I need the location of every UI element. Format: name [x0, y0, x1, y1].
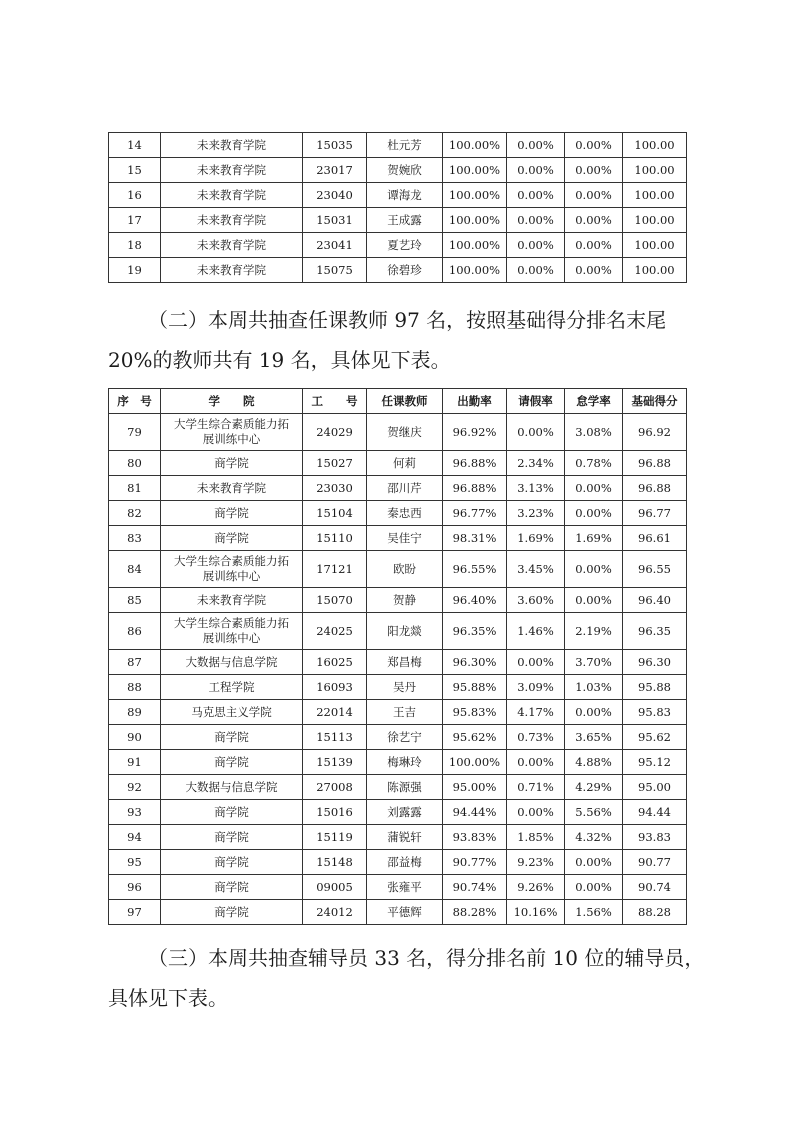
table-row [109, 501, 687, 526]
cell-staff-id: 15075 [303, 258, 367, 283]
table-row [109, 133, 687, 158]
cell-leave-rate: 0.00% [507, 650, 565, 675]
cell-base-score: 95.00 [623, 775, 687, 800]
table-row [109, 613, 687, 650]
cell-college: 未来教育学院 [161, 183, 303, 208]
cell-base-score: 96.30 [623, 650, 687, 675]
cell-teacher: 陈源强 [367, 775, 443, 800]
cell-truancy-rate: 0.00% [565, 208, 623, 233]
cell-attendance-rate: 96.88% [443, 476, 507, 501]
cell-attendance-rate: 100.00% [443, 258, 507, 283]
cell-attendance-rate: 100.00% [443, 183, 507, 208]
cell-attendance-rate: 100.00% [443, 750, 507, 775]
cell-teacher: 徐碧珍 [367, 258, 443, 283]
section-3-paragraph-line1: （三）本周共抽查辅导员 33 名，得分排名前 10 位的辅导员， [148, 946, 705, 970]
cell-teacher: 刘露露 [367, 800, 443, 825]
cell-truancy-rate: 2.19% [565, 613, 623, 650]
cell-staff-id: 15113 [303, 725, 367, 750]
cell-truancy-rate: 0.00% [565, 850, 623, 875]
cell-attendance-rate: 96.30% [443, 650, 507, 675]
cell-leave-rate: 9.23% [507, 850, 565, 875]
cell-college: 大学生综合素质能力拓展训练中心 [161, 551, 303, 588]
cell-base-score: 96.88 [623, 451, 687, 476]
cell-teacher: 杜元芳 [367, 133, 443, 158]
cell-truancy-rate: 0.00% [565, 233, 623, 258]
cell-base-score: 96.92 [623, 414, 687, 451]
cell-college: 商学院 [161, 850, 303, 875]
cell-staff-id: 15031 [303, 208, 367, 233]
cell-attendance-rate: 88.28% [443, 900, 507, 925]
cell-index: 16 [109, 183, 161, 208]
table-body [109, 414, 687, 925]
cell-staff-id: 15027 [303, 451, 367, 476]
cell-base-score: 96.77 [623, 501, 687, 526]
cell-staff-id: 23040 [303, 183, 367, 208]
cell-teacher: 王吉 [367, 700, 443, 725]
table-body [109, 133, 687, 283]
cell-truancy-rate: 0.00% [565, 258, 623, 283]
table-row [109, 775, 687, 800]
cell-leave-rate: 3.45% [507, 551, 565, 588]
cell-college: 大数据与信息学院 [161, 650, 303, 675]
cell-college: 商学院 [161, 875, 303, 900]
cell-attendance-rate: 96.88% [443, 451, 507, 476]
table-row [109, 800, 687, 825]
cell-teacher: 夏艺玲 [367, 233, 443, 258]
cell-base-score: 96.40 [623, 588, 687, 613]
table-header-row [109, 389, 687, 414]
cell-base-score: 100.00 [623, 183, 687, 208]
cell-index: 17 [109, 208, 161, 233]
header-teacher: 任课教师 [367, 389, 443, 414]
cell-index: 15 [109, 158, 161, 183]
cell-staff-id: 15016 [303, 800, 367, 825]
table-row [109, 825, 687, 850]
cell-leave-rate: 0.00% [507, 258, 565, 283]
table-row [109, 675, 687, 700]
cell-college: 未来教育学院 [161, 158, 303, 183]
cell-truancy-rate: 0.00% [565, 133, 623, 158]
header-staff-id: 工 号 [303, 389, 367, 414]
cell-leave-rate: 0.73% [507, 725, 565, 750]
cell-staff-id: 09005 [303, 875, 367, 900]
cell-attendance-rate: 100.00% [443, 208, 507, 233]
cell-teacher: 欧盼 [367, 551, 443, 588]
cell-teacher: 梅琳玲 [367, 750, 443, 775]
cell-truancy-rate: 4.29% [565, 775, 623, 800]
table-row [109, 451, 687, 476]
cell-teacher: 谭海龙 [367, 183, 443, 208]
cell-base-score: 90.74 [623, 875, 687, 900]
cell-teacher: 徐艺宁 [367, 725, 443, 750]
cell-staff-id: 16025 [303, 650, 367, 675]
table-row [109, 875, 687, 900]
cell-base-score: 93.83 [623, 825, 687, 850]
cell-college: 大数据与信息学院 [161, 775, 303, 800]
cell-leave-rate: 0.71% [507, 775, 565, 800]
cell-teacher: 王成露 [367, 208, 443, 233]
cell-staff-id: 24029 [303, 414, 367, 451]
cell-base-score: 100.00 [623, 133, 687, 158]
cell-staff-id: 15148 [303, 850, 367, 875]
table-row [109, 551, 687, 588]
section-2-paragraph-line1: （二）本周共抽查任课教师 97 名，按照基础得分排名末尾 [148, 308, 667, 332]
cell-college: 工程学院 [161, 675, 303, 700]
cell-college: 商学院 [161, 825, 303, 850]
table-row [109, 750, 687, 775]
cell-index: 19 [109, 258, 161, 283]
table-row [109, 700, 687, 725]
cell-truancy-rate: 4.32% [565, 825, 623, 850]
cell-college: 商学院 [161, 451, 303, 476]
cell-truancy-rate: 1.69% [565, 526, 623, 551]
cell-staff-id: 24012 [303, 900, 367, 925]
cell-base-score: 96.88 [623, 476, 687, 501]
cell-index: 80 [109, 451, 161, 476]
cell-index: 91 [109, 750, 161, 775]
cell-leave-rate: 0.00% [507, 414, 565, 451]
cell-truancy-rate: 0.00% [565, 875, 623, 900]
table-row [109, 476, 687, 501]
cell-attendance-rate: 90.74% [443, 875, 507, 900]
cell-index: 86 [109, 613, 161, 650]
cell-leave-rate: 0.00% [507, 208, 565, 233]
cell-college: 商学院 [161, 501, 303, 526]
cell-staff-id: 24025 [303, 613, 367, 650]
cell-attendance-rate: 90.77% [443, 850, 507, 875]
cell-staff-id: 27008 [303, 775, 367, 800]
cell-base-score: 95.88 [623, 675, 687, 700]
cell-base-score: 96.61 [623, 526, 687, 551]
cell-index: 90 [109, 725, 161, 750]
cell-truancy-rate: 0.00% [565, 501, 623, 526]
table-row [109, 208, 687, 233]
cell-attendance-rate: 96.77% [443, 501, 507, 526]
cell-attendance-rate: 95.88% [443, 675, 507, 700]
cell-truancy-rate: 0.00% [565, 588, 623, 613]
header-college: 学 院 [161, 389, 303, 414]
cell-leave-rate: 9.26% [507, 875, 565, 900]
cell-staff-id: 22014 [303, 700, 367, 725]
cell-index: 87 [109, 650, 161, 675]
cell-truancy-rate: 5.56% [565, 800, 623, 825]
cell-index: 94 [109, 825, 161, 850]
cell-college: 未来教育学院 [161, 476, 303, 501]
section-2-paragraph-line2: 20%的教师共有 19 名，具体见下表。 [108, 348, 451, 372]
cell-index: 96 [109, 875, 161, 900]
cell-attendance-rate: 95.83% [443, 700, 507, 725]
cell-college: 商学院 [161, 800, 303, 825]
cell-base-score: 94.44 [623, 800, 687, 825]
cell-index: 14 [109, 133, 161, 158]
cell-index: 79 [109, 414, 161, 451]
table-row [109, 900, 687, 925]
cell-base-score: 100.00 [623, 233, 687, 258]
cell-college: 未来教育学院 [161, 588, 303, 613]
cell-leave-rate: 0.00% [507, 750, 565, 775]
cell-attendance-rate: 100.00% [443, 133, 507, 158]
cell-teacher: 吴丹 [367, 675, 443, 700]
cell-staff-id: 15139 [303, 750, 367, 775]
cell-college: 大学生综合素质能力拓展训练中心 [161, 613, 303, 650]
table-row [109, 258, 687, 283]
cell-teacher: 张雍平 [367, 875, 443, 900]
cell-attendance-rate: 100.00% [443, 233, 507, 258]
table-row [109, 588, 687, 613]
cell-college: 未来教育学院 [161, 208, 303, 233]
cell-attendance-rate: 95.62% [443, 725, 507, 750]
cell-staff-id: 15104 [303, 501, 367, 526]
cell-college: 商学院 [161, 725, 303, 750]
teacher-table-continued [108, 132, 687, 283]
cell-leave-rate: 3.60% [507, 588, 565, 613]
cell-attendance-rate: 96.35% [443, 613, 507, 650]
cell-base-score: 95.83 [623, 700, 687, 725]
cell-leave-rate: 2.34% [507, 451, 565, 476]
cell-base-score: 100.00 [623, 208, 687, 233]
table-row [109, 650, 687, 675]
cell-staff-id: 23030 [303, 476, 367, 501]
cell-truancy-rate: 0.00% [565, 700, 623, 725]
cell-leave-rate: 1.85% [507, 825, 565, 850]
cell-attendance-rate: 95.00% [443, 775, 507, 800]
cell-truancy-rate: 1.56% [565, 900, 623, 925]
cell-base-score: 100.00 [623, 158, 687, 183]
cell-college: 商学院 [161, 750, 303, 775]
cell-attendance-rate: 96.92% [443, 414, 507, 451]
cell-truancy-rate: 4.88% [565, 750, 623, 775]
cell-index: 82 [109, 501, 161, 526]
cell-truancy-rate: 0.78% [565, 451, 623, 476]
cell-index: 85 [109, 588, 161, 613]
cell-index: 97 [109, 900, 161, 925]
cell-leave-rate: 10.16% [507, 900, 565, 925]
cell-college: 商学院 [161, 526, 303, 551]
cell-index: 95 [109, 850, 161, 875]
cell-truancy-rate: 0.00% [565, 158, 623, 183]
cell-leave-rate: 3.23% [507, 501, 565, 526]
cell-teacher: 邵川芹 [367, 476, 443, 501]
cell-truancy-rate: 0.00% [565, 183, 623, 208]
cell-index: 89 [109, 700, 161, 725]
cell-base-score: 90.77 [623, 850, 687, 875]
cell-truancy-rate: 3.65% [565, 725, 623, 750]
cell-leave-rate: 0.00% [507, 800, 565, 825]
cell-attendance-rate: 98.31% [443, 526, 507, 551]
bottom-ranked-teachers-table [108, 388, 687, 925]
cell-teacher: 贺继庆 [367, 414, 443, 451]
cell-teacher: 秦忠西 [367, 501, 443, 526]
cell-attendance-rate: 100.00% [443, 158, 507, 183]
cell-attendance-rate: 93.83% [443, 825, 507, 850]
cell-teacher: 平德辉 [367, 900, 443, 925]
section-3-paragraph-line2: 具体见下表。 [108, 986, 228, 1010]
cell-teacher: 邵益梅 [367, 850, 443, 875]
cell-truancy-rate: 0.00% [565, 551, 623, 588]
header-base-score: 基础得分 [623, 389, 687, 414]
cell-teacher: 贺婉欣 [367, 158, 443, 183]
header-truancy-rate: 怠学率 [565, 389, 623, 414]
cell-truancy-rate: 3.70% [565, 650, 623, 675]
table-row [109, 414, 687, 451]
cell-base-score: 100.00 [623, 258, 687, 283]
cell-teacher: 蒲锐轩 [367, 825, 443, 850]
table-row [109, 526, 687, 551]
cell-staff-id: 16093 [303, 675, 367, 700]
table-row [109, 233, 687, 258]
cell-teacher: 何莉 [367, 451, 443, 476]
cell-index: 81 [109, 476, 161, 501]
cell-teacher: 贺静 [367, 588, 443, 613]
cell-staff-id: 15035 [303, 133, 367, 158]
cell-staff-id: 15110 [303, 526, 367, 551]
table-row [109, 183, 687, 208]
cell-attendance-rate: 96.40% [443, 588, 507, 613]
cell-leave-rate: 0.00% [507, 133, 565, 158]
cell-leave-rate: 3.13% [507, 476, 565, 501]
table-row [109, 850, 687, 875]
cell-teacher: 阳龙燚 [367, 613, 443, 650]
cell-college: 未来教育学院 [161, 258, 303, 283]
cell-college: 商学院 [161, 900, 303, 925]
cell-truancy-rate: 3.08% [565, 414, 623, 451]
cell-truancy-rate: 0.00% [565, 476, 623, 501]
cell-teacher: 郑昌梅 [367, 650, 443, 675]
cell-college: 大学生综合素质能力拓展训练中心 [161, 414, 303, 451]
cell-leave-rate: 0.00% [507, 233, 565, 258]
cell-leave-rate: 0.00% [507, 183, 565, 208]
cell-base-score: 96.35 [623, 613, 687, 650]
cell-base-score: 95.62 [623, 725, 687, 750]
cell-leave-rate: 4.17% [507, 700, 565, 725]
cell-index: 84 [109, 551, 161, 588]
cell-leave-rate: 0.00% [507, 158, 565, 183]
cell-teacher: 吴佳宁 [367, 526, 443, 551]
cell-leave-rate: 3.09% [507, 675, 565, 700]
table-row [109, 725, 687, 750]
cell-staff-id: 15070 [303, 588, 367, 613]
header-index: 序 号 [109, 389, 161, 414]
cell-staff-id: 17121 [303, 551, 367, 588]
header-leave-rate: 请假率 [507, 389, 565, 414]
cell-college: 马克思主义学院 [161, 700, 303, 725]
cell-base-score: 95.12 [623, 750, 687, 775]
cell-staff-id: 15119 [303, 825, 367, 850]
cell-staff-id: 23041 [303, 233, 367, 258]
cell-staff-id: 23017 [303, 158, 367, 183]
cell-attendance-rate: 94.44% [443, 800, 507, 825]
cell-college: 未来教育学院 [161, 133, 303, 158]
cell-truancy-rate: 1.03% [565, 675, 623, 700]
cell-base-score: 96.55 [623, 551, 687, 588]
table-row [109, 158, 687, 183]
cell-attendance-rate: 96.55% [443, 551, 507, 588]
cell-base-score: 88.28 [623, 900, 687, 925]
header-attendance-rate: 出勤率 [443, 389, 507, 414]
cell-index: 18 [109, 233, 161, 258]
cell-index: 92 [109, 775, 161, 800]
cell-college: 未来教育学院 [161, 233, 303, 258]
cell-leave-rate: 1.46% [507, 613, 565, 650]
cell-leave-rate: 1.69% [507, 526, 565, 551]
cell-index: 93 [109, 800, 161, 825]
cell-index: 83 [109, 526, 161, 551]
cell-index: 88 [109, 675, 161, 700]
